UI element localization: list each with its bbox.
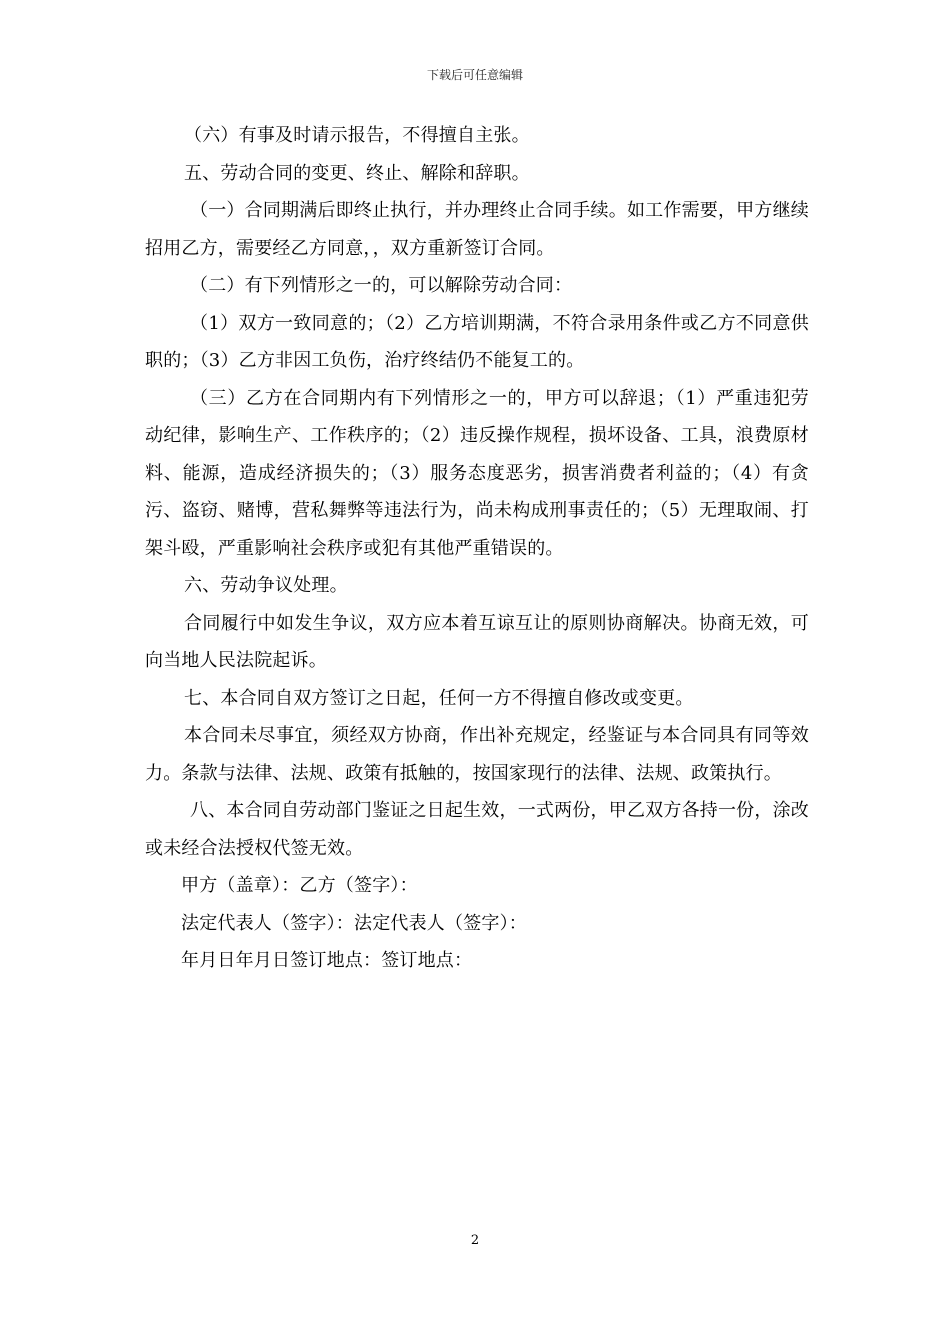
section-6-heading: 六、劳动争议处理。 — [184, 575, 348, 596]
paragraph-5-3: （三）乙方在合同期内有下列情形之一的，甲方可以辞退；（1）严重违犯劳动纪律，影响生产、工作秩序的；（2）违反操作规程，损坏设备、工具，浪费原材料、能源，造成经济损失的；（3）服务态度恶劣，损害消费者利益的；（4）有贪污、盗窃、赌博，营私舞弊等违法行为，尚未构成刑事责任的；（5）无理取闹、打架斗殴，严重影响社会秩序或犯有其他严重错误的。 — [145, 387, 809, 559]
paragraph-5-2: （二）有下列情形之一的，可以解除劳动合同： — [190, 275, 573, 296]
section-8-paragraph: 八、本合同自劳动部门鉴证之日起生效，一式两份，甲乙双方各持一份，涂改或未经合法授权代签无效。 — [145, 800, 809, 859]
signature-party-line: 甲方（盖章）：乙方（签字）： — [181, 875, 418, 896]
paragraph-item-6: （六）有事及时请示报告，不得擅自主张。 — [184, 125, 530, 146]
paragraph-5-1: （一）合同期满后即终止执行，并办理终止合同手续。如工作需要，甲方继续招用乙方，需要经乙方同意，，双方重新签订合同。 — [145, 200, 809, 259]
signature-representative-line: 法定代表人（签字）：法定代表人（签字）： — [181, 912, 527, 934]
paragraph-5-2-conditions: （1）双方一致同意的；（2）乙方培训期满，不符合录用条件或乙方不同意供职的；（3）乙方非因工负伤，治疗终结仍不能复工的。 — [145, 312, 809, 371]
page-header: 下载后可任意编辑 — [426, 68, 523, 82]
section-5-heading: 五、劳动合同的变更、终止、解除和辞职。 — [184, 162, 530, 184]
document-body — [145, 117, 809, 980]
paragraph-6-body: 合同履行中如发生争议，双方应本着互谅互让的原则协商解决。协商无效，可向当地人民法院起诉。 — [145, 612, 809, 671]
page-number: 2 — [470, 1233, 480, 1248]
section-7-heading: 七、本合同自双方签订之日起，任何一方不得擅自修改或变更。 — [184, 687, 694, 709]
paragraph-7-body: 本合同未尽事宜，须经双方协商，作出补充规定，经鉴证与本合同具有同等效力。条款与法律、法规、政策有抵触的，按国家现行的法律、法规、政策执行。 — [145, 725, 809, 784]
signature-date-place-line: 年月日年月日签订地点：签订地点： — [181, 950, 473, 971]
